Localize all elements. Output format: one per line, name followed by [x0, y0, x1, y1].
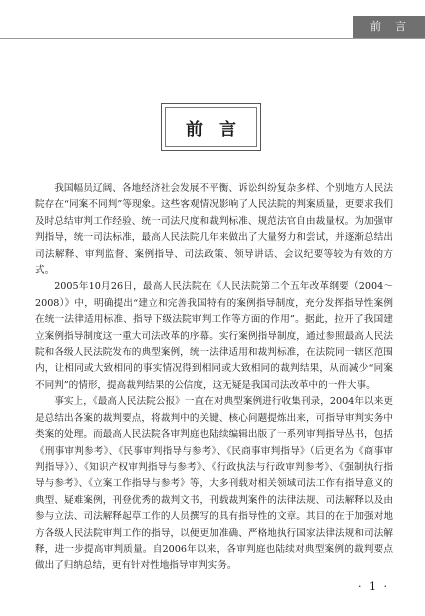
title-frame	[161, 103, 261, 151]
page-number: · 1 ·	[358, 580, 389, 593]
paragraph: 2005年10月26日，最高人民法院在《人民法院第二个五年改革纲要（2004～2008）》中，明确提出“建立和完善我国特有的案例指导制度，充分发挥指导性案例在统一法律适用标准、指导下级法院审判工作等方面的作用”。据此，拉开了我国建立案例指导制度这一重大司法改革的序幕。实行案例指导制度，通过参照最高人民法院和各级人民法院发布的典型案例，统一法律适用和裁判标准，在法院同一辖区范围内，让相同或大致相同的事实情况得到相同或大致相同的裁判结果，从而减少“同案不同判”的情形，提高裁判结果的公信度，这无疑是我国司法改革中的一件大事。	[35, 281, 393, 391]
paragraph: 我国幅员辽阔、各地经济社会发展不平衡、诉讼纠纷复杂多样、个别地方人民法院存在“同案不同判”等现象。这些客观情况影响了人民法院的判案质量，更要求我们及时总结审判工作经验、统一司法尺度和裁判标准、规范法官自由裁量权。为加强审判指导，统一司法标准，最高人民法院几年来做出了大量努力和尝试，并逐渐总结出司法解释、审判监督、案例指导、司法政策、领导讲话、会议纪要等较为有效的方式。	[35, 183, 393, 277]
body-text	[35, 181, 393, 575]
section-tab: 前言	[353, 16, 425, 38]
running-header	[0, 16, 425, 39]
page-title: 前言	[165, 107, 257, 147]
paragraph: 事实上，《最高人民法院公报》一直在对典型案例进行收集刊录，2004年以来更是总结出各案的裁判要点，将裁判中的关键、核心问题提炼出来，可指导审判实务中类案的处理。而最高人民法院各审判庭也陆续编辑出版了一系列审判指导丛书，包括《刑事审判参考》、《民事审判指导与参考》、《民商事审判指导》（后更名为《商事审判指导》）、《知识产权审判指导与参考》、《行政执法与行政审判参考》、《强制执行指导与参考》、《立案工作指导与参考》等，大多刊载对相关领域司法工作有指导意义的典型、疑难案例，刊登优秀的裁判文书，刊载裁判案件的法律法规、司法解释以及由参与立法、司法解释起草工作的人员撰写的具有指导性的文章。其目的在于加强对地方各级人民法院审判工作的指导，以便更加准确、严格地执行国家法律法规和司法解释，进一步提高审判质量。自2006年以来，各审判庭也陆续对典型案例的裁判要点做出了归纳总结，更有针对性地指导审判实务。	[35, 396, 393, 572]
